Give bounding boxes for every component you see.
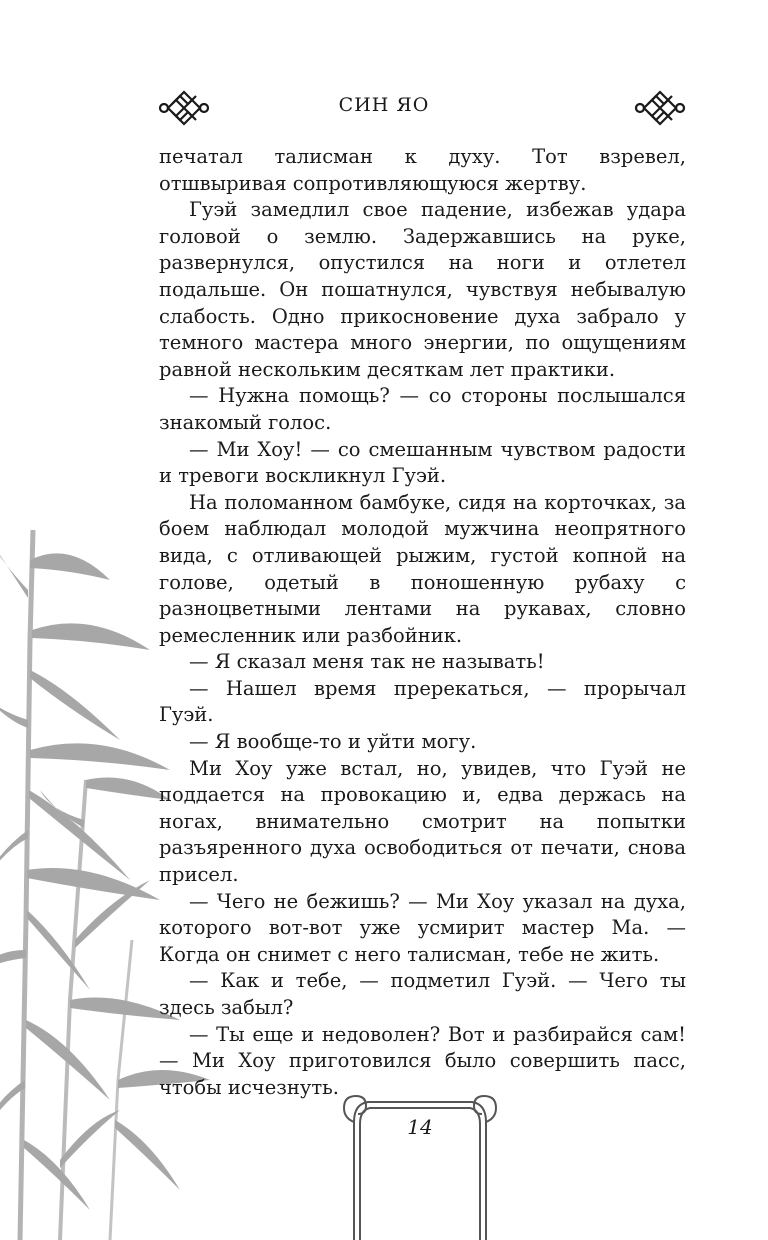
paragraph-7: — Нашел время пререкаться, — прорычал Гуэй. — [159, 676, 686, 727]
paragraph-1: печатал талисман к духу. Тот взревел, отшвыривая сопротивляющуюся жертву. — [159, 145, 686, 195]
endless-knot-icon-right — [634, 90, 686, 126]
paragraph-8: — Я вообще-то и уйти могу. — [189, 730, 477, 754]
paragraph-3: — Нужна помощь? — со стороны послышался знакомый голос. — [159, 384, 686, 434]
page-number-frame — [340, 1082, 500, 1240]
paragraph-4: — Ми Хоу! — со смешанным чувством радости и тревоги воскликнул Гуэй. — [159, 437, 686, 488]
paragraph-9: Ми Хоу уже встал, но, увидев, что Гуэй не поддается на провокацию и, едва держась на ногах, внимательно смотрит на попытки разъяренного духа освободиться от печати, снова присел. — [159, 756, 686, 887]
paragraph-11: — Как и тебе, — подметил Гуэй. — Чего ты здесь забыл? — [159, 969, 686, 1019]
paragraph-6: — Я сказал меня так не называть! — [189, 650, 545, 674]
paragraph-10: — Чего не бежишь? — Ми Хоу указал на духа, которого вот-вот уже усмирит мастер Ма. — Когда он снимет с него талисман, тебе не жить. — [159, 889, 686, 966]
paragraph-5: На поломанном бамбуке, сидя на корточках, за боем наблюдал молодой мужчина неопрятного вида, с отливающей рыжим, густой копной на голове, одетый в поношенную рубаху с разноцветными лентами на рукавах, словно ремесленник или разбойник. — [159, 490, 686, 647]
book-title-header: СИН ЯО — [338, 94, 430, 116]
page-number: 14 — [407, 1115, 433, 1139]
paragraph-12: — Ты еще и недоволен? Вот и разбирайся сам! — Ми Хоу приготовился было совершить пасс, чтобы исчезнуть. — [159, 1022, 686, 1099]
paragraph-2: Гуэй замедлил свое падение, избежав удара головой о землю. Задержавшись на руке, развернулся, опустился на ноги и отлетел подальше. Он пошатнулся, чувствуя небывалую слабость. Одно прикосновение духа забрало у темного мастера много энергии, по ощущениям равной нескольким десяткам лет практики. — [159, 198, 686, 381]
body-text — [159, 144, 686, 1101]
running-header — [0, 90, 768, 126]
